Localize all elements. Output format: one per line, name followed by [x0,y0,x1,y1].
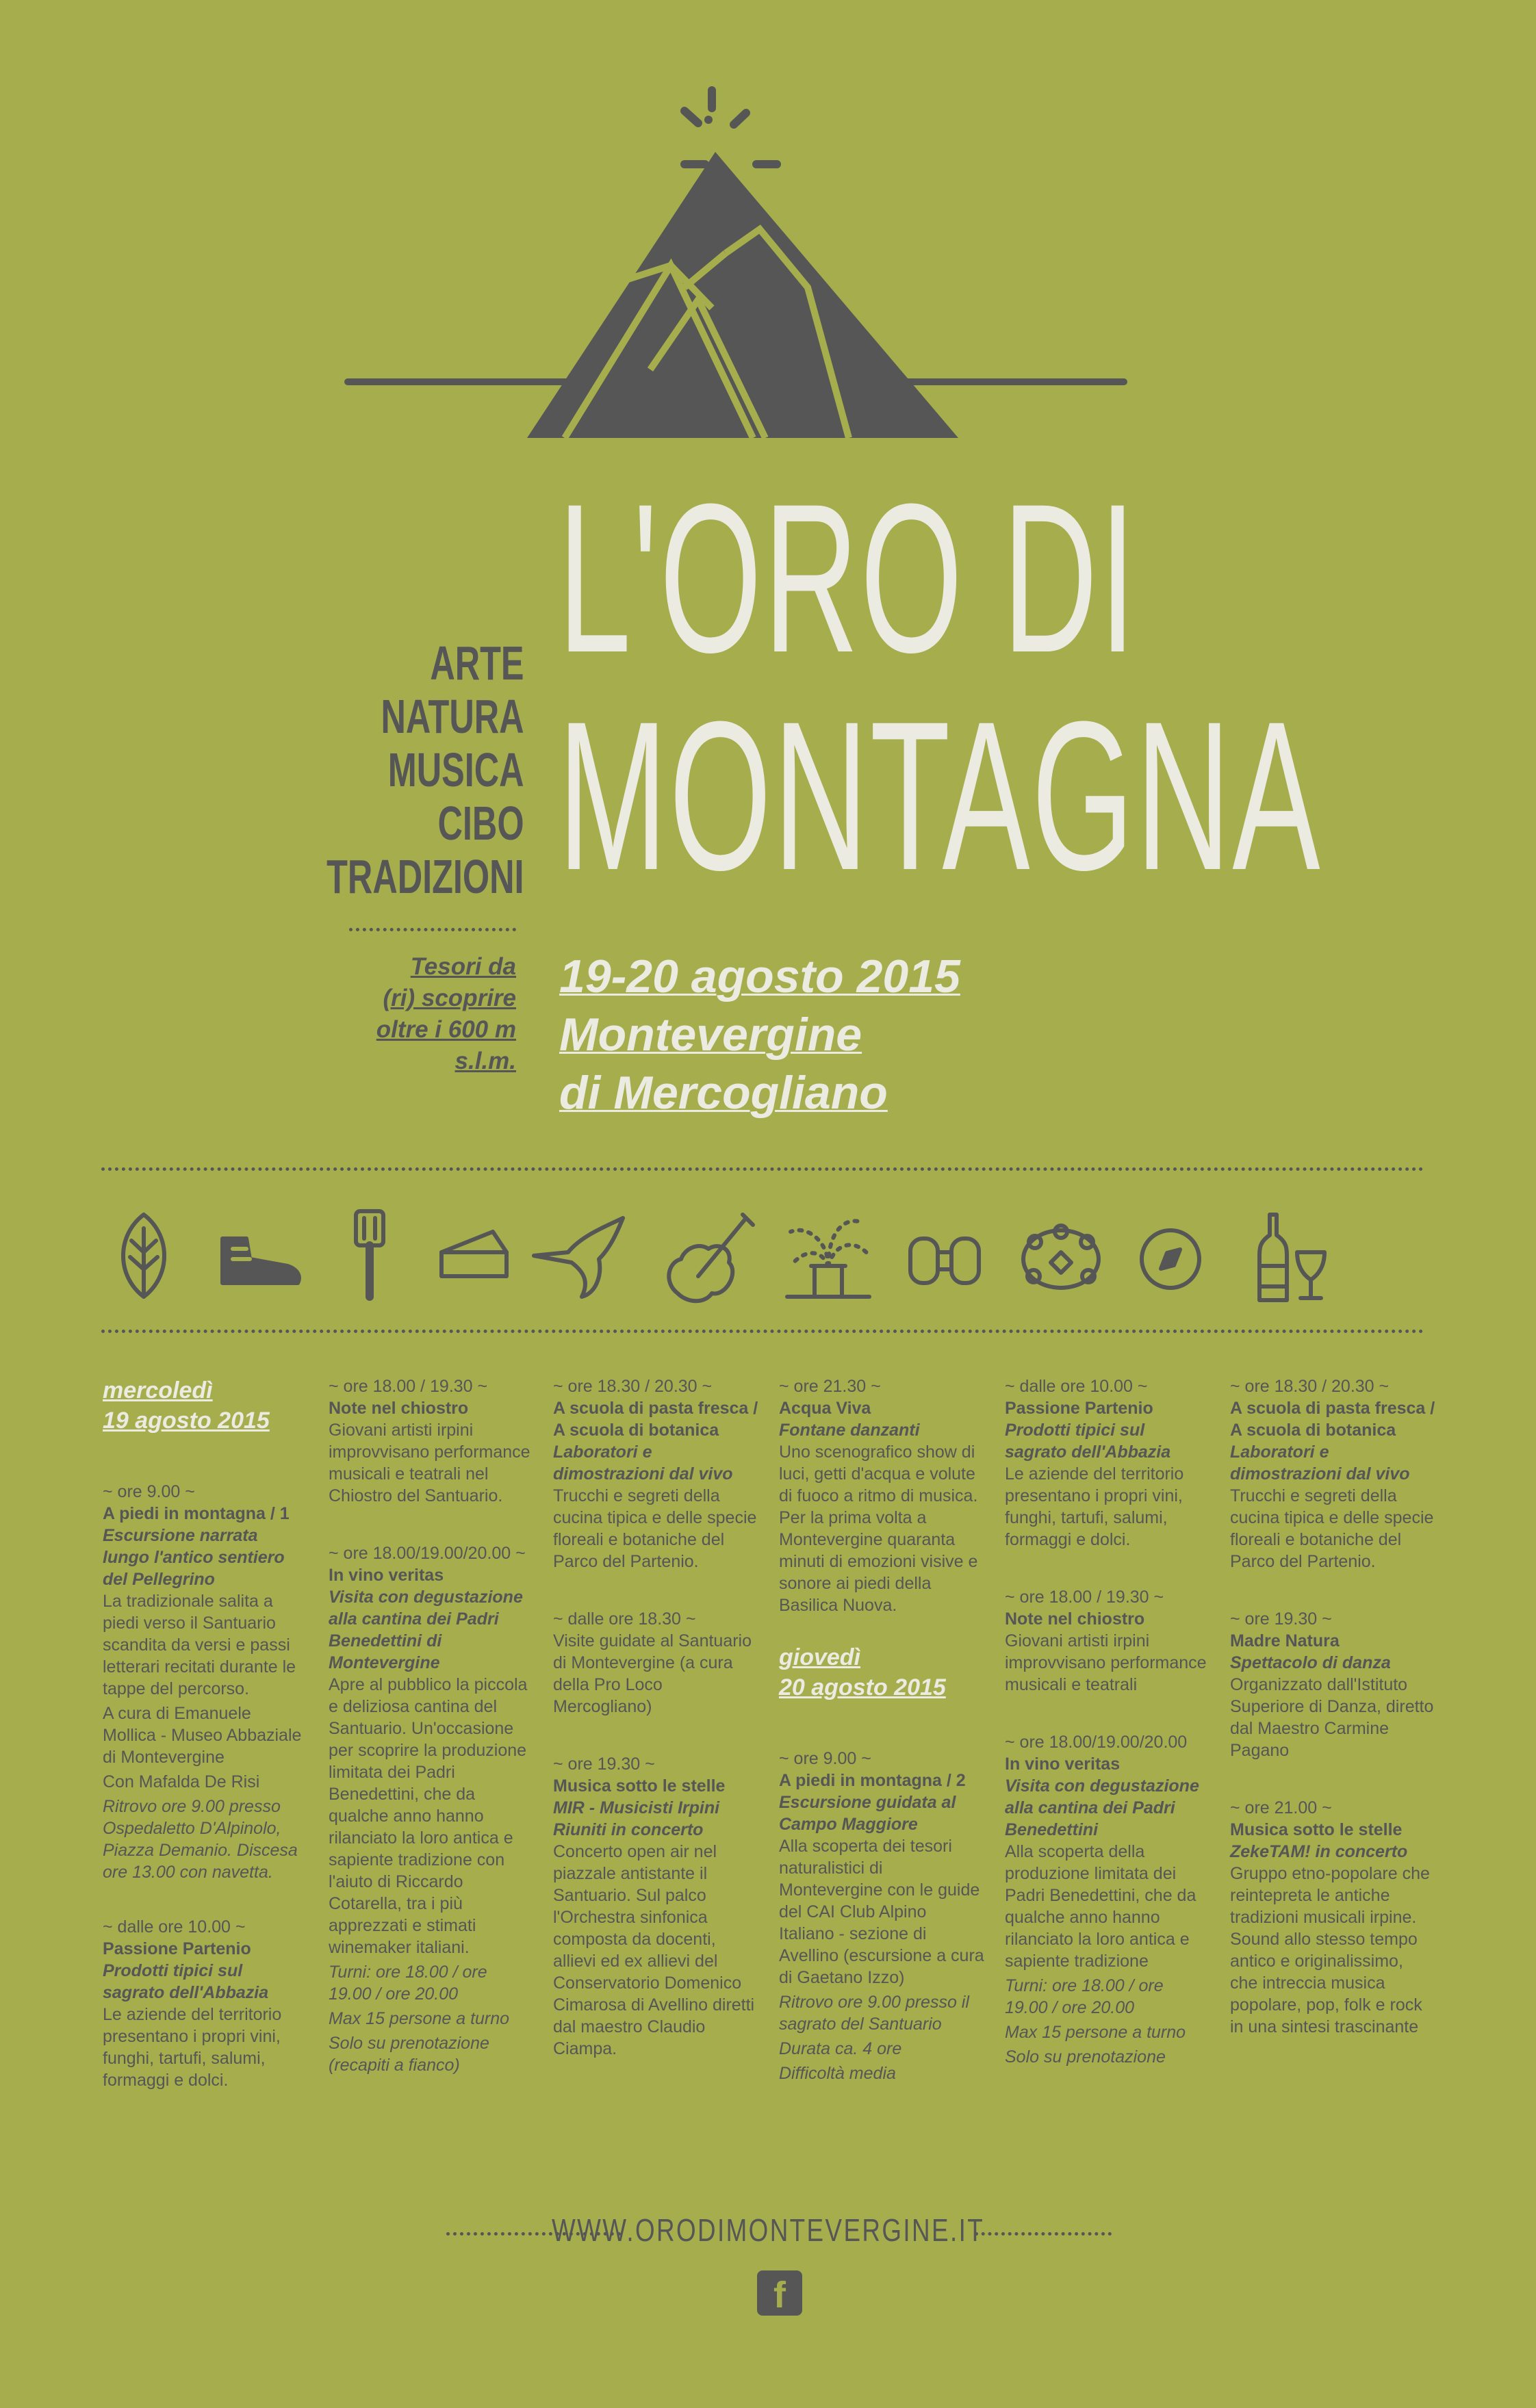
event-description: Con Mafalda De Risi [103,1772,260,1791]
event-title: Passione Partenio [103,1939,251,1958]
program-column [103,1375,308,2094]
event-time: ~ ore 18.30 / 20.30 ~ [553,1377,713,1396]
event-note: Ritrovo ore 9.00 presso il sagrato del Santuario [779,1993,969,2034]
program-column [1005,1375,1210,2068]
compass-icon [1142,1230,1199,1288]
event-title: Passione Partenio [1005,1399,1153,1418]
spatula-icon [356,1211,383,1297]
event-description: Giovani artisti irpini improvvisano performance musicali e teatrali [1005,1631,1207,1694]
event-title: Note nel chiostro [329,1399,469,1418]
divider [349,928,516,931]
footer [0,2212,1536,2249]
event-title: In vino veritas [329,1566,444,1585]
event-time: ~ dalle ore 10.00 ~ [103,1917,246,1937]
divider [101,1330,1424,1333]
boot-icon [222,1239,299,1283]
event-note: Max 15 persone a turno [329,2009,510,2028]
event-subtitle: ZekeTAM! in concerto [1230,1842,1408,1861]
event-time: ~ ore 18.00 / 19.30 ~ [1005,1588,1164,1607]
event-description: A cura di Emanuele Mollica - Museo Abbaziale di Montevergine [103,1704,302,1767]
violin-icon [669,1215,753,1301]
leaf-icon [123,1215,164,1297]
event-note: Difficoltà media [779,2064,896,2083]
event-description: Le aziende del territorio presentano i propri vini, funghi, tartufi, salumi, formaggi e dolci. [1005,1464,1184,1549]
website-link[interactable]: WWW.ORODIMONTEVERGINE.IT [551,2212,985,2248]
event-description: Giovani artisti irpini improvvisano performance musicali e teatrali nel Chiostro del Santuario. [329,1421,530,1505]
event-subtitle: Fontane danzanti [779,1421,920,1440]
event-title: Madre Natura [1230,1631,1340,1650]
theme-item: NATURA [381,690,524,743]
event-title: A scuola di pasta fresca / A scuola di botanica [553,1399,758,1440]
fountain-icon [787,1221,869,1297]
event-description: Alla scoperta dei tesori naturalistici di Montevergine con le guide del CAI Club Alpino Italiano - sezione di Avellino (escursione a cura di Gaetano Izzo) [779,1837,984,1987]
event-title: Musica sotto le stelle [1230,1820,1403,1839]
event-note: Turni: ore 18.00 / ore 19.00 / ore 20.00 [329,1963,487,2004]
event-description: La tradizionale salita a piedi verso il Santuario scandita da versi e passi letterari recitati durante le tappe del percorso. [103,1592,296,1698]
event-note: Ritrovo ore 9.00 presso Ospedaletto D'Alpinolo, Piazza Demanio. Discesa ore 13.00 con navetta. [103,1797,298,1882]
program-column [779,1375,984,2084]
event-subtitle: Prodotti tipici sul sagrato dell'Abbazia [1005,1421,1171,1462]
event-subtitle: Visita con degustazione alla cantina dei Padri Benedettini di Montevergine [329,1588,523,1672]
tagline: Tesori da (ri) scoprire oltre i 600 m s.l.m. [376,953,516,1074]
event-description: Concerto open air nel piazzale antistante il Santuario. Sul palco l'Orchestra sinfonica composta da docenti, allievi ed ex allievi del Conservatorio Domenico Cimarosa di Avellino diretti dal maestro Claudio Ciampa. [553,1842,755,2058]
event-location: Montevergine [559,1009,862,1061]
event-time: ~ ore 18.30 / 20.30 ~ [1230,1377,1390,1396]
event-description: Organizzato dall'Istituto Superiore di Danza, diretto dal Maestro Carmine Pagano [1230,1675,1434,1760]
event-time: ~ ore 19.30 ~ [1230,1609,1332,1629]
divider [975,2232,1112,2236]
event-note: Turni: ore 18.00 / ore 19.00 / ore 20.00 [1005,1976,1164,2017]
theme-item: TRADIZIONI [327,850,524,903]
program-column [553,1375,758,2062]
facebook-icon[interactable]: f [757,2270,802,2316]
event-time: ~ dalle ore 18.30 ~ [553,1609,696,1629]
mountain-logo-icon [342,82,1129,452]
themes-list [327,636,524,903]
event-subtitle: MIR - Musicisti Irpini Riuniti in concerto [553,1798,720,1839]
event-time: ~ ore 9.00 ~ [103,1482,195,1501]
event-note: Solo su prenotazione [1005,2047,1166,2067]
title-line-1: L'ORO DI [558,459,1138,697]
event-description: Trucchi e segreti della cucina tipica e delle specie floreali e botaniche del Parco del Partenio. [1230,1486,1434,1571]
event-note: Solo su prenotazione (recapiti a fianco) [329,2034,489,2075]
event-description: Le aziende del territorio presentano i propri vini, funghi, tartufi, salumi, formaggi e dolci. [103,2005,282,2090]
tambourine-icon [1023,1226,1099,1288]
event-time: ~ ore 18.00/19.00/20.00 ~ [329,1544,526,1563]
event-description: Apre al pubblico la piccola e deliziosa cantina del Santuario. Un'occasione per scoprire la produzione limitata dei Padri Benedettini, che da qualche anno hanno rilanciato la loro antica e sapiente tradizione con l'aiuto di Riccardo Cotarella, tra i più apprezzati e stimati winemaker italiani. [329,1675,528,1957]
divider [101,1167,1424,1171]
day-heading: mercoledì 19 agosto 2015 [103,1377,270,1434]
binoculars-icon [910,1239,979,1283]
event-description: Visite guidate al Santuario di Montevergine (a cura della Pro Loco Mercogliano) [553,1631,752,1716]
event-subtitle: Escursione guidata al Campo Maggiore [779,1793,956,1834]
event-location-2: di Mercogliano [559,1067,888,1119]
event-title: A scuola di pasta fresca / A scuola di botanica [1230,1399,1435,1440]
event-description: Uno scenografico show di luci, getti d'acqua e volute di fuoco a ritmo di musica. Per la prima volta a Montevergine quaranta minuti di emozioni visive e sonore ai piedi della Basilica Nuova. [779,1442,978,1615]
event-title: Musica sotto le stelle [553,1776,726,1796]
event-title: In vino veritas [1005,1755,1121,1774]
event-title: A piedi in montagna / 2 [779,1771,966,1790]
event-subtitle: Laboratori e dimostrazioni dal vivo [1230,1442,1410,1484]
event-subtitle: Spettacolo di danza [1230,1653,1391,1672]
event-subtitle: Prodotti tipici sul sagrato dell'Abbazia [103,1961,269,2002]
event-dates-location [559,948,960,1122]
theme-item: MUSICA [388,743,524,797]
theme-item: CIBO [438,797,524,850]
event-time: ~ dalle ore 10.00 ~ [1005,1377,1148,1396]
event-time: ~ ore 9.00 ~ [779,1749,871,1768]
event-time: ~ ore 19.30 ~ [553,1755,655,1774]
event-description: Alla scoperta della produzione limitata dei Padri Benedettini, che da qualche anno hanno rilanciato la loro antica e sapiente tradizione [1005,1842,1196,1971]
event-note: Max 15 persone a turno [1005,2023,1186,2042]
program-column [1230,1375,1435,2041]
event-subtitle: Laboratori e dimostrazioni dal vivo [553,1442,733,1484]
event-description: Trucchi e segreti della cucina tipica e delle specie floreali e botaniche del Parco del Partenio. [553,1486,757,1571]
program-column [329,1375,534,2076]
hummingbird-icon [534,1218,623,1297]
cheese-icon [441,1232,507,1276]
wine-icon [1259,1215,1324,1300]
event-title: Note nel chiostro [1005,1609,1145,1629]
theme-item: ARTE [430,636,524,690]
event-note: Durata ca. 4 ore [779,2039,902,2058]
event-title [558,459,1322,914]
event-subtitle: Escursione narrata lungo l'antico sentiero del Pellegrino [103,1526,285,1589]
event-time: ~ ore 21.00 ~ [1230,1798,1332,1817]
event-time: ~ ore 18.00 / 19.30 ~ [329,1377,488,1396]
event-time: ~ ore 21.30 ~ [779,1377,881,1396]
title-line-2: MONTAGNA [558,677,1322,914]
event-subtitle: Visita con degustazione alla cantina dei Padri Benedettini [1005,1776,1199,1839]
event-dates: 19-20 agosto 2015 [559,950,960,1002]
day-heading: giovedì 20 agosto 2015 [779,1644,946,1700]
event-title: A piedi in montagna / 1 [103,1504,290,1523]
icon-row [103,1201,1424,1310]
event-description: Gruppo etno-popolare che reintepreta le antiche tradizioni musicali irpine. Sound allo stesso tempo antico e originalissimo, che intreccia musica popolare, pop, folk e rock in una sintesi trascinante [1230,1864,1430,2036]
event-time: ~ ore 18.00/19.00/20.00 [1005,1733,1188,1752]
event-title: Acqua Viva [779,1399,871,1418]
